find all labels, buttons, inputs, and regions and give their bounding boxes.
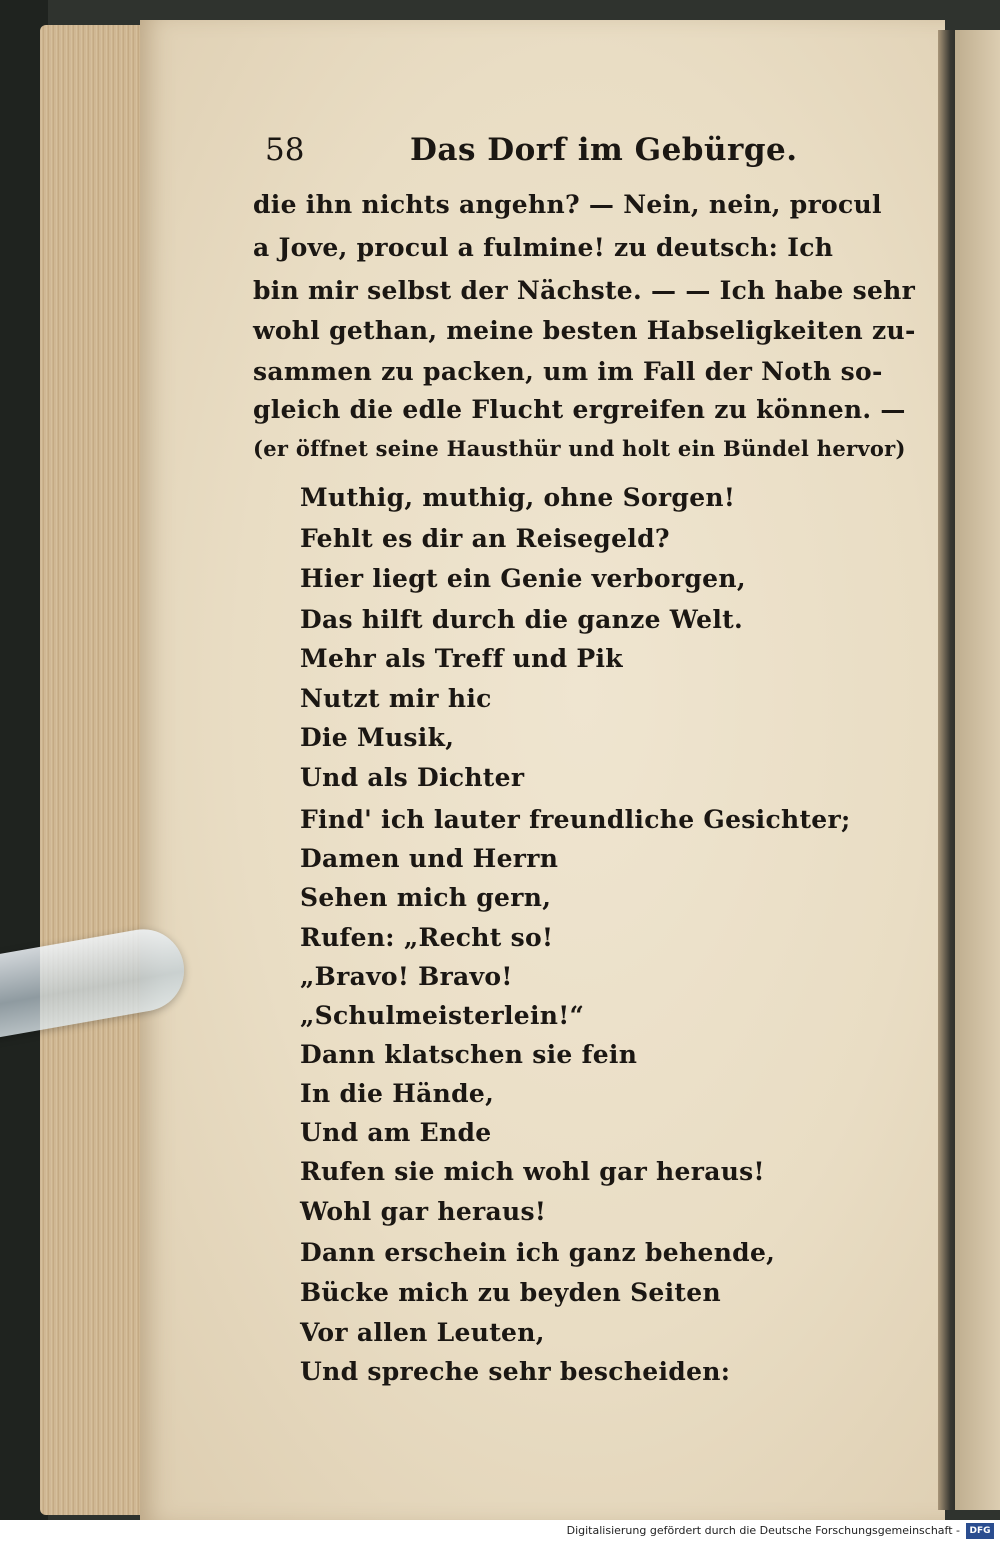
verse-line: Vor allen Leuten,: [300, 1318, 545, 1347]
verse-line: Rufen: „Recht so!: [300, 923, 554, 952]
verse-line: Dann erschein ich ganz behende,: [300, 1238, 776, 1267]
dfg-logo: DFG: [966, 1523, 994, 1539]
verse-line: Die Musik,: [300, 723, 455, 752]
page-edges: [40, 25, 152, 1515]
verse-line: Fehlt es dir an Reisegeld?: [300, 524, 670, 553]
verse-line: Und spreche sehr bescheiden:: [300, 1357, 731, 1386]
verse-line: Wohl gar heraus!: [300, 1197, 547, 1226]
verse-line: In die Hände,: [300, 1079, 495, 1108]
prose-line: sammen zu packen, um im Fall der Noth so-: [253, 357, 883, 386]
funding-credit: Digitalisierung gefördert durch die Deutsche Forschungsgemeinschaft -: [566, 1524, 960, 1537]
prose-line: gleich die edle Flucht ergreifen zu können. —: [253, 395, 906, 424]
verse-line: Dann klatschen sie fein: [300, 1040, 638, 1069]
prose-line: a Jove, procul a fulmine! zu deutsch: Ich: [253, 233, 834, 262]
page-number: 58: [265, 132, 305, 168]
footer-bar: [0, 1520, 1000, 1543]
prose-line: wohl gethan, meine besten Habseligkeiten zu-: [253, 316, 916, 345]
prose-line: bin mir selbst der Nächste. — — Ich habe sehr: [253, 276, 916, 305]
verse-line: Muthig, muthig, ohne Sorgen!: [300, 483, 736, 512]
verse-line: Das hilft durch die ganze Welt.: [300, 605, 744, 634]
verse-line: Und am Ende: [300, 1118, 492, 1147]
verse-line: „Schulmeisterlein!“: [300, 1001, 585, 1030]
verse-line: Rufen sie mich wohl gar heraus!: [300, 1157, 765, 1186]
verse-line: Mehr als Treff und Pik: [300, 644, 623, 673]
verse-line: Damen und Herrn: [300, 844, 559, 873]
stage-direction: (er öffnet seine Hausthür und holt ein Bündel hervor): [253, 436, 906, 461]
verse-line: Bücke mich zu beyden Seiten: [300, 1278, 721, 1307]
verse-line: Und als Dichter: [300, 763, 525, 792]
running-head: Das Dorf im Gebürge.: [410, 132, 798, 168]
prose-line: die ihn nichts angehn? — Nein, nein, procul: [253, 190, 882, 219]
verse-line: „Bravo! Bravo!: [300, 962, 513, 991]
verse-line: Nutzt mir hic: [300, 684, 492, 713]
verse-line: Sehen mich gern,: [300, 883, 552, 912]
verse-line: Find' ich lauter freundliche Gesichter;: [300, 805, 851, 834]
facing-page-edge: [955, 30, 1000, 1510]
verse-line: Hier liegt ein Genie verborgen,: [300, 564, 746, 593]
